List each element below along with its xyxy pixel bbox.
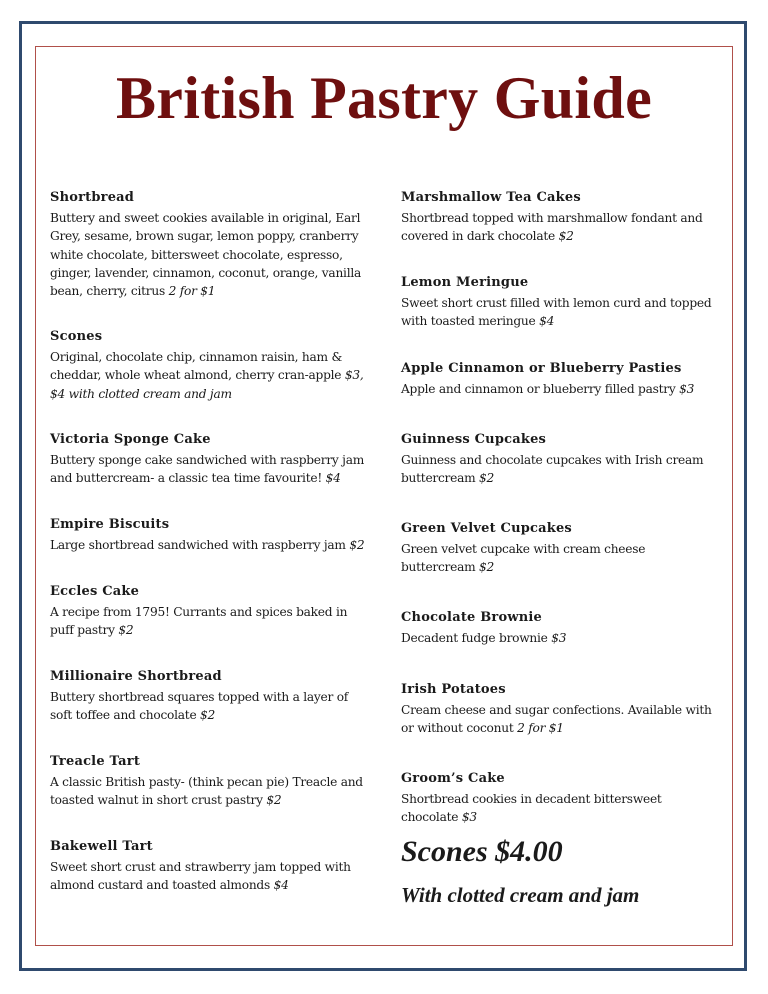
item-name: Irish Potatoes xyxy=(401,682,506,697)
page-title: British Pastry Guide xyxy=(115,65,652,131)
menu-item-marshmallow-tea-cakes xyxy=(401,189,715,246)
item-name: Lemon Meringue xyxy=(401,275,529,290)
item-description: Sweet short crust and strawberry jam topped with almond custard and toasted almonds $4 xyxy=(50,860,351,893)
item-description: Apple and cinnamon or blueberry filled pastry $3 xyxy=(401,382,695,396)
item-name: Marshmallow Tea Cakes xyxy=(401,190,581,205)
menu-item-irish-potatoes xyxy=(401,681,715,738)
menu-item-apple-cinnamon-pasties xyxy=(401,360,715,398)
item-description: Original, chocolate chip, cinnamon raisin, ham & cheddar, whole wheat almond, cherry cran-apple $3, $4 with clotted cream and jam xyxy=(50,350,364,401)
menu-item-eccles-cake xyxy=(50,583,366,640)
promo-subtitle: With clotted cream and jam xyxy=(401,883,640,907)
item-price: $2 xyxy=(349,538,365,552)
item-description: A classic British pasty- (think pecan pie) Treacle and toasted walnut in short crust pastry $2 xyxy=(50,775,363,808)
menu-item-victoria-sponge-cake xyxy=(50,431,366,488)
item-price: $2 xyxy=(558,229,574,244)
menu-item-chocolate-brownie xyxy=(401,609,715,647)
item-description: Buttery and sweet cookies available in original, Earl Grey, sesame, brown sugar, lemon poppy, cranberry white chocolate, bittersweet chocolate, espresso, ginger, lavender, cinnamon, coconut, orange, vanilla bean, cherry, citrus 2 for $1 xyxy=(50,211,362,299)
menu-item-scones xyxy=(50,328,366,403)
menu-item-lemon-meringue xyxy=(401,274,715,331)
menu-item-treacle-tart xyxy=(50,753,366,810)
item-price: 2 for $1 xyxy=(168,284,216,299)
menu-item-millionaire-shortbread xyxy=(50,668,366,725)
item-description: Shortbread topped with marshmallow fondant and covered in dark chocolate $2 xyxy=(401,211,703,244)
item-price: $2 xyxy=(118,623,134,638)
item-price: $3, $4 with clotted cream and jam xyxy=(50,368,364,401)
item-description: Shortbread cookies in decadent bittersweet chocolate $3 xyxy=(401,792,662,825)
item-price: $4 xyxy=(325,471,341,486)
item-price: $2 xyxy=(266,793,282,808)
item-name: Green Velvet Cupcakes xyxy=(401,521,572,536)
item-name: Empire Biscuits xyxy=(50,517,170,532)
item-name: Shortbread xyxy=(50,190,135,205)
item-price: $2 xyxy=(200,708,216,723)
item-price: $4 xyxy=(273,878,289,893)
item-price: $2 xyxy=(479,471,495,486)
item-price: $3 xyxy=(461,810,477,825)
item-name: Apple Cinnamon or Blueberry Pasties xyxy=(401,361,682,376)
item-name: Eccles Cake xyxy=(50,584,140,599)
item-price: $3 xyxy=(551,631,567,645)
promo-title: Scones $4.00 xyxy=(401,835,563,868)
item-description: Buttery shortbread squares topped with a layer of soft toffee and chocolate $2 xyxy=(50,690,349,723)
item-description: Green velvet cupcake with cream cheese buttercream $2 xyxy=(401,542,646,575)
item-description: Buttery sponge cake sandwiched with raspberry jam and buttercream- a classic tea time favourite! $4 xyxy=(50,453,365,486)
item-name: Groom’s Cake xyxy=(401,771,505,786)
item-name: Victoria Sponge Cake xyxy=(50,432,211,447)
menu-item-shortbread xyxy=(50,189,366,300)
item-name: Bakewell Tart xyxy=(50,839,153,854)
item-name: Millionaire Shortbread xyxy=(50,669,222,684)
item-description: Large shortbread sandwiched with raspberry jam $2 xyxy=(50,538,365,552)
item-price: $4 xyxy=(539,314,555,329)
item-description: A recipe from 1795! Currants and spices baked in puff pastry $2 xyxy=(50,605,348,638)
menu-item-empire-biscuits xyxy=(50,516,366,554)
item-description: Guinness and chocolate cupcakes with Irish cream buttercream $2 xyxy=(401,453,704,486)
item-description: Decadent fudge brownie $3 xyxy=(401,631,567,645)
menu-item-green-velvet-cupcakes xyxy=(401,520,715,577)
item-price: $3 xyxy=(679,382,695,396)
item-description: Sweet short crust filled with lemon curd and topped with toasted meringue $4 xyxy=(401,296,712,329)
item-price: $2 xyxy=(479,560,495,575)
item-name: Chocolate Brownie xyxy=(401,610,542,625)
menu-item-bakewell-tart xyxy=(50,838,366,895)
menu-item-grooms-cake xyxy=(401,770,715,827)
item-name: Scones xyxy=(50,329,103,344)
item-description: Cream cheese and sugar confections. Available with or without coconut 2 for $1 xyxy=(401,703,712,736)
item-name: Treacle Tart xyxy=(50,754,141,769)
item-name: Guinness Cupcakes xyxy=(401,432,547,447)
item-price: 2 for $1 xyxy=(517,721,564,736)
menu-item-guinness-cupcakes xyxy=(401,431,715,488)
